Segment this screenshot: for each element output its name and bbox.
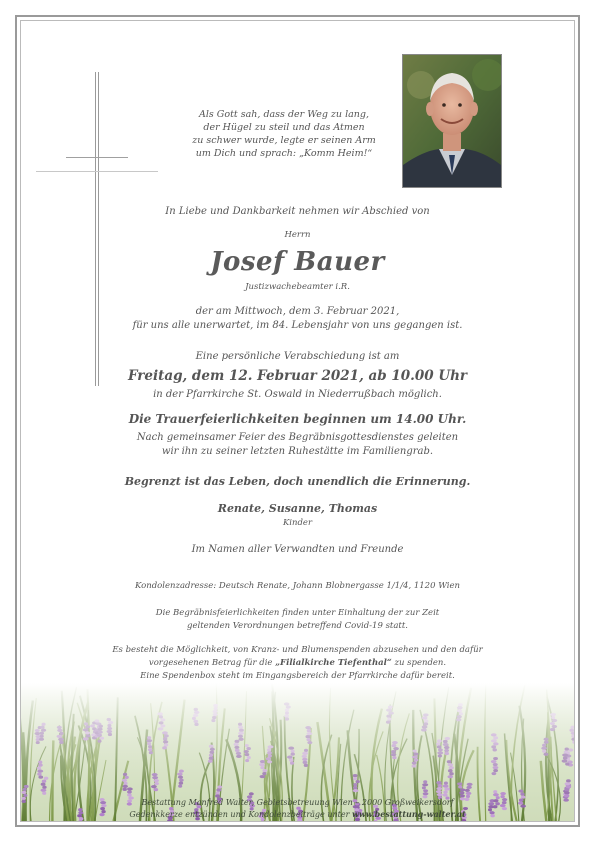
burial-line-1: Nach gemeinsamer Feier des Begräbnisgottesdienstes geleiten [136,432,459,443]
ceremony-time: Die Trauerfeierlichkeiten beginnen um 14.00 Uhr. [128,412,467,426]
covid-line-2: geltenden Verordnungen betreffend Covid-19 statt. [187,621,408,631]
poem-line: Als Gott sah, dass der Weg zu lang, [198,109,369,120]
burial-line-2: wir ihn zu seiner letzten Ruhestätte im Familiengrab. [161,446,434,457]
condolence-address: Kondolenzadresse: Deutsch Renate, Johann Blobnergasse 1/1/4, 1120 Wien [134,581,461,591]
donation-line-1: Es besteht die Möglichkeit, von Kranz- und Blumenspenden abzusehen und den dafür [112,645,483,655]
salutation: Herrn [284,230,311,240]
children-names: Renate, Susanne, Thomas [217,502,378,515]
death-line-1: der am Mittwoch, dem 3. Februar 2021, [195,306,400,317]
relatives-line: Im Namen aller Verwandten und Freunde [191,544,404,555]
poem-line: der Hügel zu steil und das Atmen [203,122,365,133]
farewell-place: in der Pfarrkirche St. Oswald in Niederrußbach möglich. [153,389,442,400]
covid-line-1: Die Begräbnisfeierlichkeiten finden unter Einhaltung der zur Zeit [155,608,440,618]
farewell-intro: Eine persönliche Verabschiedung ist am [195,351,400,362]
donation-recipient: „Filialkirche Tiefenthal“ [275,658,392,668]
poem-line: um Dich und sprach: „Komm Heim!“ [195,148,373,159]
donation-line-2: vorgesehenen Betrag für die „Filialkirche Tiefenthal“ zu spenden. [148,658,447,668]
footer-website-link[interactable]: www.bestattung-walter.at [351,809,466,819]
poem-line: zu schwer wurde, legte er seinen Arm [192,135,376,146]
poem [170,108,398,160]
deceased-name: Josef Bauer [210,247,385,277]
motto: Begrenzt ist das Leben, doch unendlich die Erinnerung. [124,475,471,488]
donation-line-3: Eine Spendenbox steht im Eingangsbereich der Pfarrkirche dafür bereit. [140,671,455,681]
children-label: Kinder [282,518,313,528]
farewell-date: Freitag, dem 12. Februar 2021, ab 10.00 Uhr [127,368,468,384]
portrait-photo [402,54,502,188]
intro-text: In Liebe und Dankbarkeit nehmen wir Abschied von [165,206,430,217]
occupation: Justizwachebeamter i.R. [245,282,350,292]
footer-online: Gedenkkerze entzünden und Kondolenzbeiträge unter www.bestattung-walter.at [129,809,466,819]
death-line-2: für uns alle unerwartet, im 84. Lebensjahr von uns gegangen ist. [132,320,463,331]
footer-undertaker: Bestattung Manfred Walter, Gebietsbetreuung Wien – 2000 Großweikersdorf [141,798,454,807]
